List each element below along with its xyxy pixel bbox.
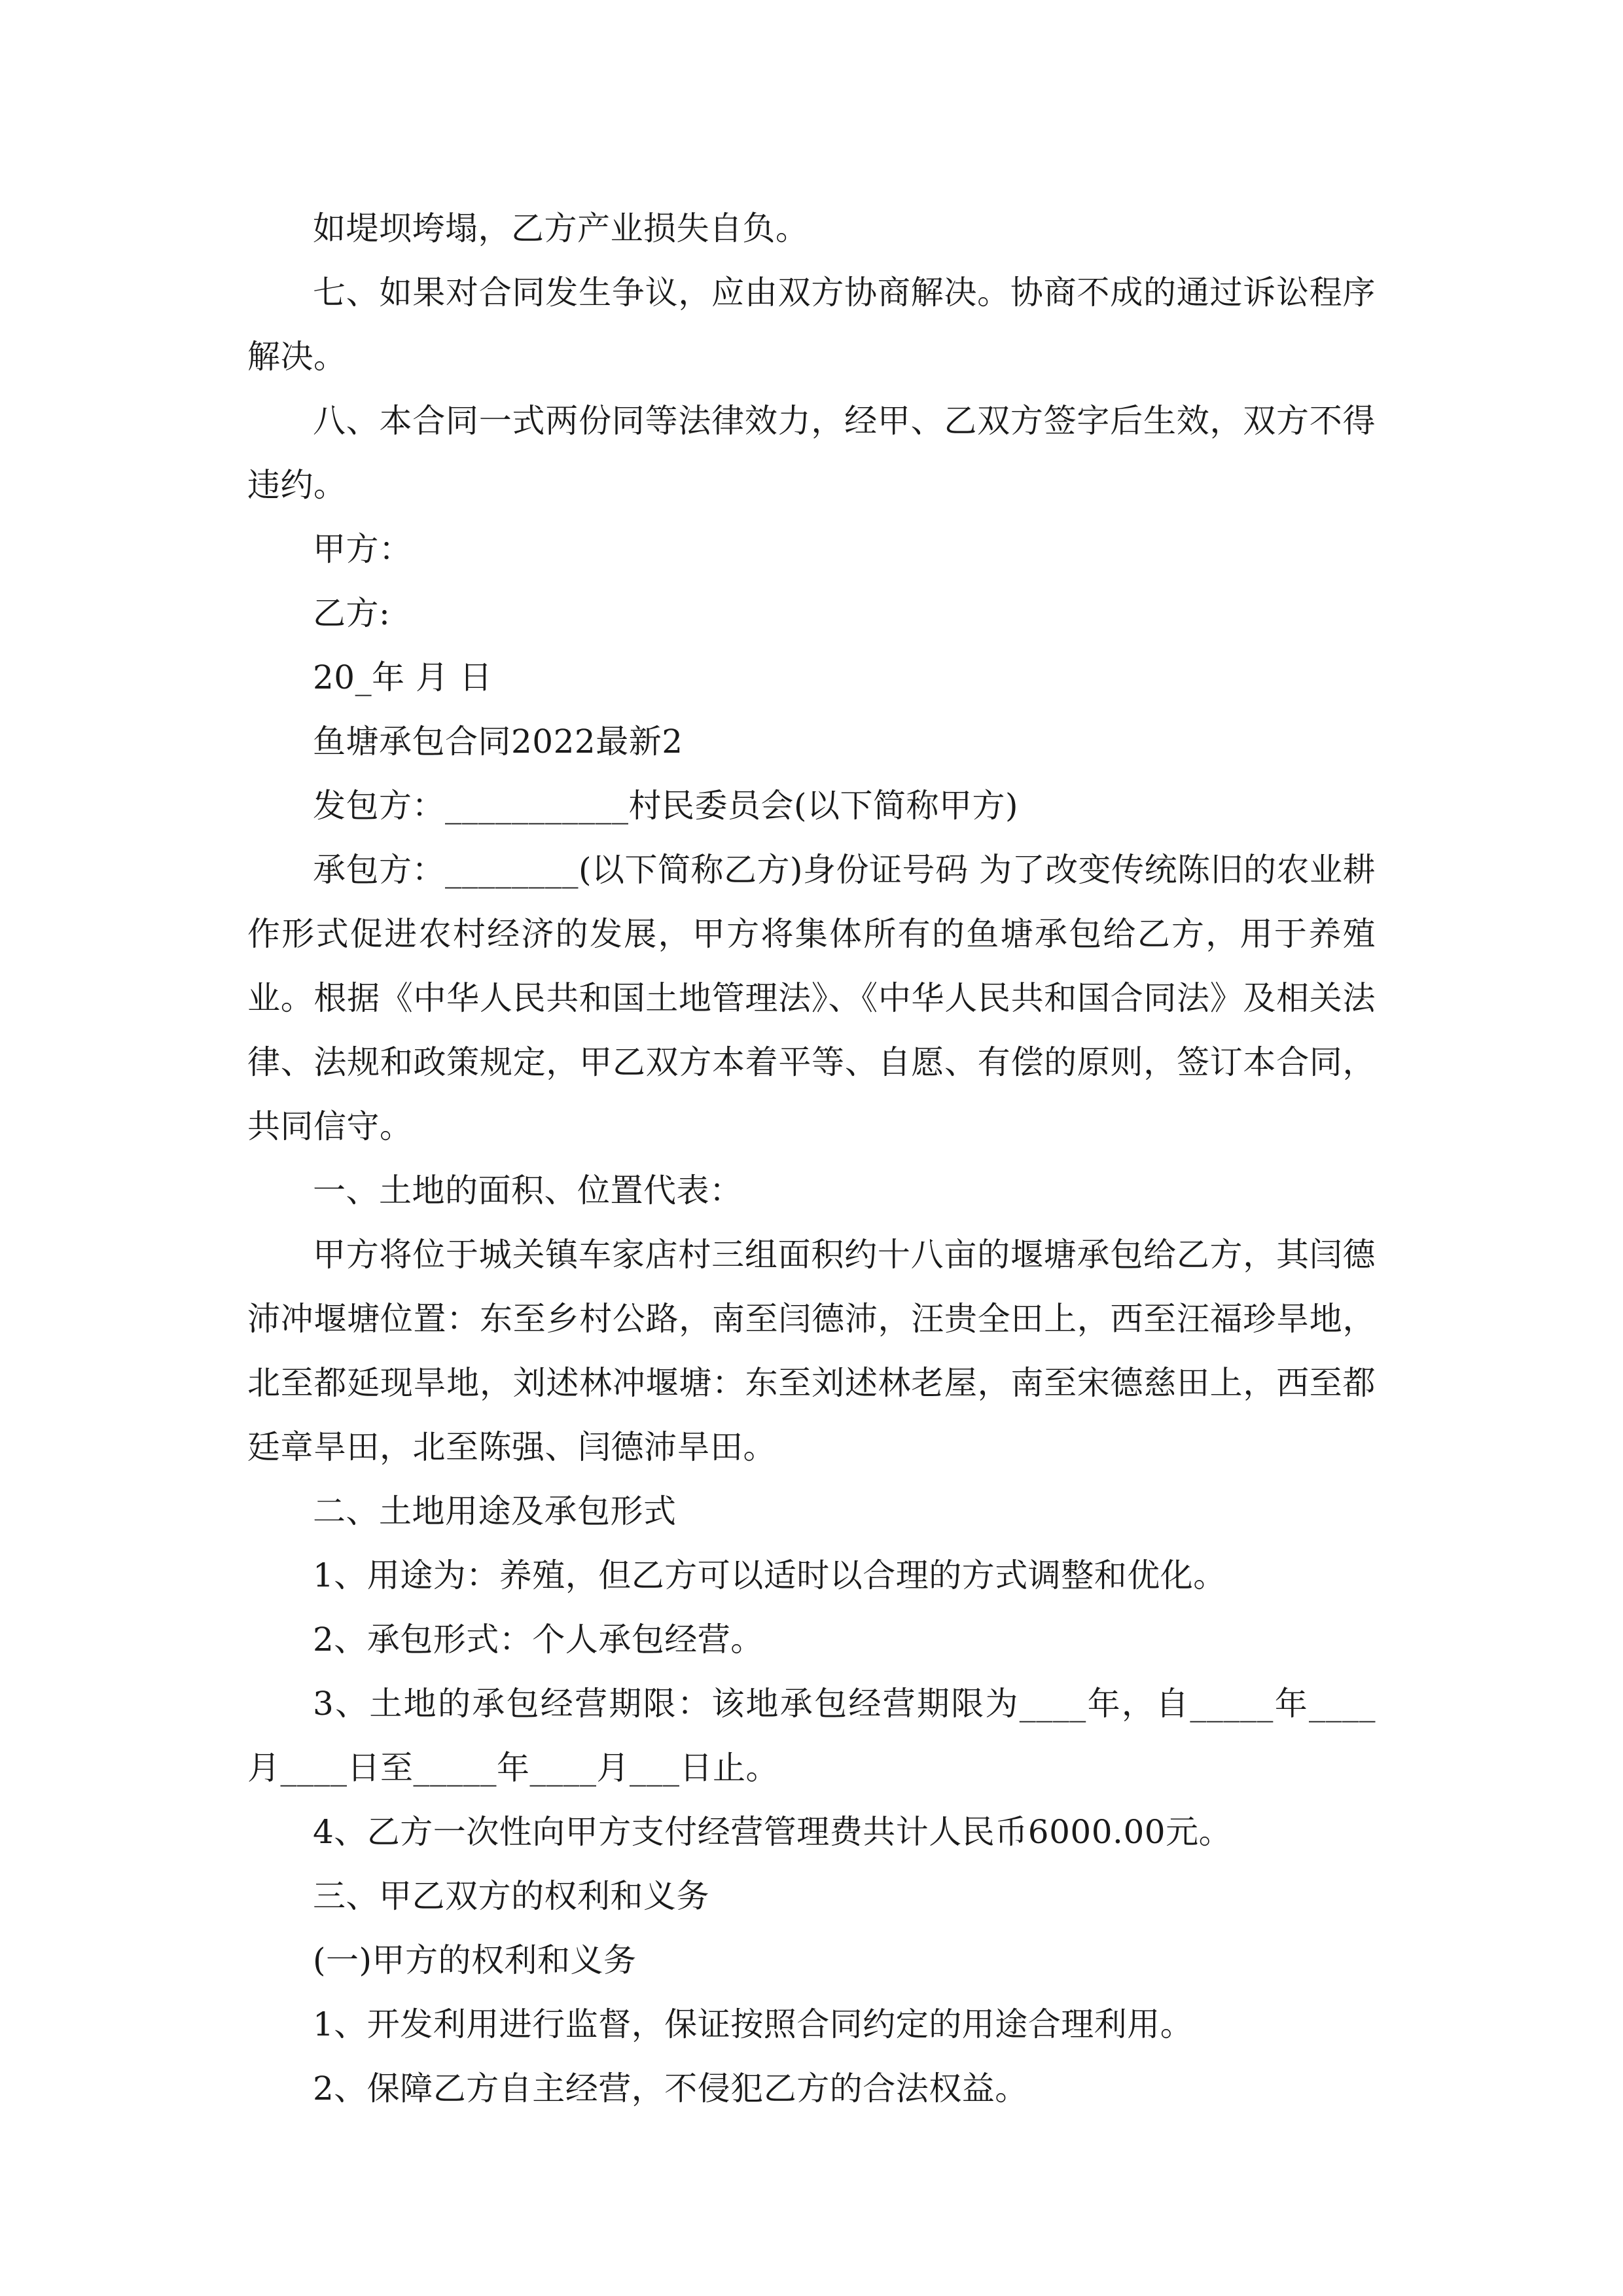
paragraph-dam-collapse: 如堤坝垮塌，乙方产业损失自负。 [313, 209, 809, 247]
section-1-body: 甲方将位于城关镇车家店村三组面积约十八亩的堰塘承包给乙方，其闫德沛冲堰塘位置：东至乡村公路，南至闫德沛，汪贵全田上，西至汪福珍旱地，北至都延现旱地，刘述林冲堰塘：东至刘述林老屋，南至宋德慈田上，西至都廷章旱田，北至陈强、闫德沛旱田。 [247, 1236, 1376, 1466]
document-body [247, 196, 1376, 2121]
section-3-heading: 三、甲乙双方的权利和义务 [313, 1877, 709, 1915]
contractor-line: 承包方：________(以下简称乙方)身份证号码 为了改变传统陈旧的农业耕作形式促进农村经济的发展，甲方将集体所有的鱼塘承包给乙方，用于养殖业。根据《中华人民共和国土地管理法》、《中华人民共和国合同法》及相关法律、法规和政策规定，甲乙双方本着平等、自愿、有偿的原则，签订本合同，共同信守。 [247, 851, 1376, 1145]
date-line: 20_年 月 日 [313, 658, 493, 696]
section-2-item-3: 3、土地的承包经营期限：该地承包经营期限为____年，自_____年____月____日至_____年____月___日止。 [247, 1685, 1376, 1787]
section-3-a-item-2: 2、保障乙方自主经营，不侵犯乙方的合法权益。 [313, 2070, 1028, 2108]
section-2-heading: 二、土地用途及承包形式 [313, 1492, 677, 1530]
section-2-item-1: 1、用途为：养殖，但乙方可以适时以合理的方式调整和优化。 [313, 1556, 1226, 1594]
contract-title: 鱼塘承包合同2022最新2 [313, 723, 683, 761]
paragraph-clause-8: 八、本合同一式两份同等法律效力，经甲、乙双方签字后生效，双方不得违约。 [247, 402, 1376, 504]
section-3-subheading-a: (一)甲方的权利和义务 [313, 1941, 637, 1979]
party-a-signature-line: 甲方： [313, 530, 412, 568]
section-2-item-2: 2、承包形式：个人承包经营。 [313, 1621, 764, 1659]
section-3-a-item-1: 1、开发利用进行监督，保证按照合同约定的用途合理利用。 [313, 2005, 1194, 2043]
paragraph-clause-7: 七、如果对合同发生争议，应由双方协商解决。协商不成的通过诉讼程序解决。 [247, 274, 1376, 376]
section-1-heading: 一、土地的面积、位置代表： [313, 1172, 743, 1210]
section-2-item-4: 4、乙方一次性向甲方支付经营管理费共计人民币6000.00元。 [313, 1813, 1232, 1851]
party-b-signature-line: 乙方: [313, 594, 391, 632]
contractor-issuer-line: 发包方：___________村民委员会(以下简称甲方) [313, 787, 1019, 825]
